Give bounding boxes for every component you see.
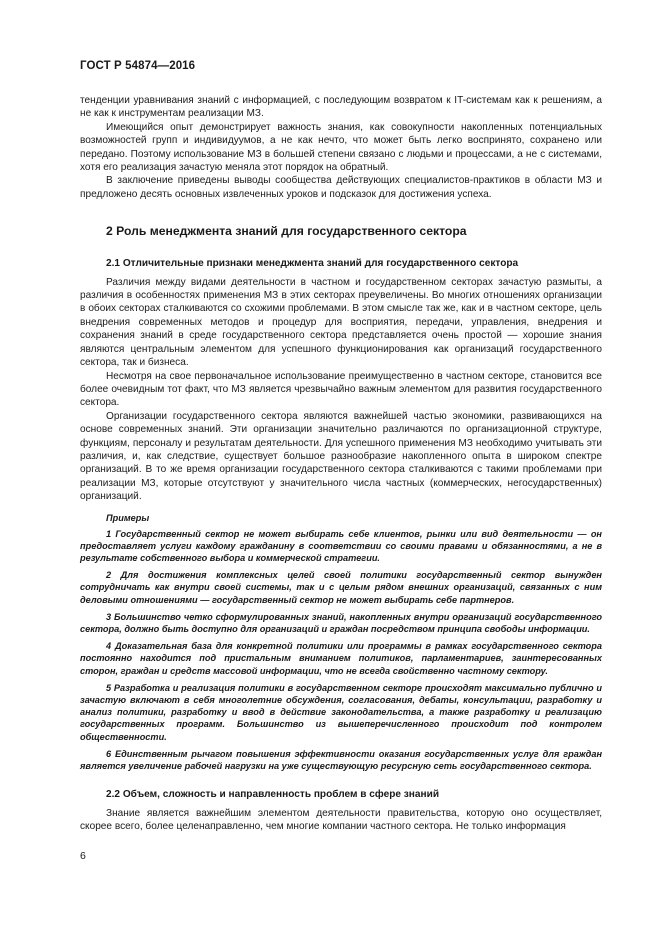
paragraph-continuation: тенденции уравнивания знаний с информацией, с последующим возвратом к IT-системам как к решениям, а не как к инструментам реализации МЗ. bbox=[80, 95, 602, 120]
paragraph: Знание является важнейшим элементом деятельности правительства, которую оно осуществляет, скорее всего, более целенаправленно, чем многие компании частного сектора. Не только информация bbox=[80, 807, 602, 833]
example-item: 2 Для достижения комплексных целей своей политики государственный сектор вынужден сотрудничать как внутри своей системы, так и с целым рядом внешних организаций, связанных с ним деловыми отношениями — государственный сектор не может выбирать себе партнеров. bbox=[80, 570, 602, 605]
example-item: 5 Разработка и реализация политики в государственном секторе происходят максимально публично и зачастую включают в себя многолетние обсуждения, согласования, дебаты, консультации, разработку и анализ политики, разработку и ввод в действие законодательства, а также разработку и реализацию государственных программ. Большинство из вышеперечисленного происходит под контролем общественности. bbox=[80, 682, 602, 742]
paragraph: В заключение приведены выводы сообщества действующих специалистов-практиков в области МЗ и предложено десять основных извлеченных уроков и подсказок для достижения успеха. bbox=[80, 175, 602, 200]
document-id-header: ГОСТ Р 54874—2016 bbox=[80, 60, 196, 72]
paragraph: Организации государственного сектора являются важнейшей частью экономики, развивающихся на основе современных знаний. Эти организации значительно различаются по организационной структуре, функциям, персоналу и результатам деятельности. Для успешного применения МЗ необходимо учитывать эти различия, и, как следствие, существует большое разнообразие накопленного опыта в широком спектре организаций. В то же время организации государственного сектора сталкиваются с такими проблемами при реализации МЗ, которые отсутствуют у значительного числа частных (коммерческих, негосударственных) организаций. bbox=[80, 410, 602, 503]
subsection-heading: 2.2 Объем, сложность и направленность проблем в сфере знаний bbox=[106, 789, 440, 801]
examples-title: Примеры bbox=[106, 512, 150, 523]
example-item: 4 Доказательная база для конкретной политики или программы в рамках государственного сектора постоянно находится под пристальным вниманием политиков, парламентариев, заинтересованных сторон, граждан и средств массовой информации, что не всегда свойственно частному сектору. bbox=[80, 641, 602, 676]
page-number: 6 bbox=[80, 850, 86, 862]
example-item: 1 Государственный сектор не может выбирать себе клиентов, рынки или вид деятельности — он предоставляет услуги каждому гражданину в соответствии со своими правами и обязанностями, а не в результате собственного выбора и коммерческой стратегии. bbox=[80, 528, 602, 563]
page-content bbox=[80, 94, 602, 833]
paragraph: Различия между видами деятельности в частном и государственном секторах зачастую размыты, а различия в особенностях применения МЗ в этих секторах преувеличены. Во многих отношениях организации в обоих секторах сталкиваются со схожими проблемами. В этом смысле так же, как и в частном секторе, цель внедрения современных методов и процедур для восприятия, передачи, управления, внедрения и сохранения знаний в среде государственного сектора представляется очень простой — хорошие знания являются центральным элементом для успешного функционирования как организаций государственного сектора, так и бизнеса. bbox=[80, 276, 602, 369]
paragraph: Имеющийся опыт демонстрирует важность знания, как совокупности накопленных потенциальных возможностей групп и индивидуумов, а не как нечто, что может быть легко воспринято, сохранено или передано. Поэтому использование МЗ в большей степени связано с людьми и процессами, а не с системами, хотя его реализация зачастую меняла этот порядок на обратный. bbox=[80, 121, 602, 174]
subsection-heading: 2.1 Отличительные признаки менеджмента знаний для государственного сектора bbox=[106, 258, 519, 270]
example-item: 6 Единственным рычагом повышения эффективности оказания государственных услуг для граждан является увеличение рабочей нагрузки на уже существующую ресурсную сеть государственного сектора. bbox=[80, 748, 602, 772]
example-item: 3 Большинство четко сформулированных знаний, накопленных внутри организаций государственного сектора, должно быть доступно для организаций и граждан посредством принципа свободы информации. bbox=[80, 611, 602, 634]
paragraph: Несмотря на свое первоначальное использование преимущественно в частном секторе, становится все более очевидным тот факт, что МЗ является чрезвычайно важным элементом для развития государственного сектора. bbox=[80, 370, 602, 409]
section-heading: 2 Роль менеджмента знаний для государственного сектора bbox=[106, 224, 467, 239]
